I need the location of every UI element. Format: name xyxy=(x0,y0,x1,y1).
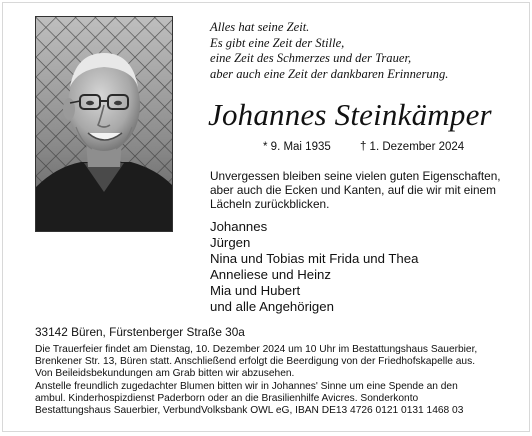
memorial-quote xyxy=(210,20,520,82)
remembrance-text xyxy=(210,169,528,212)
mourner: Johannes xyxy=(210,219,268,234)
remembrance-line: Lächeln zurückblicken. xyxy=(210,197,330,212)
life-dates xyxy=(263,141,464,153)
quote-line: Es gibt eine Zeit der Stille, xyxy=(210,35,345,50)
info-line: Brenkener Str. 13, Büren statt. Anschließend erfolgt die Beerdigung von der Friedhofskapelle aus. xyxy=(35,356,476,368)
mourner: Nina und Tobias mit Frida und Thea xyxy=(210,251,419,267)
mourner: Jürgen xyxy=(210,235,251,251)
remembrance-line: aber auch die Ecken und Kanten, auf die wir mit einem xyxy=(210,183,496,198)
funeral-info xyxy=(35,344,530,417)
deceased-name: Johannes Steinkämper xyxy=(208,97,492,132)
obituary-card xyxy=(2,2,530,432)
info-line: Bestattungshaus Sauerbier, VerbundVolksbank OWL eG, IBAN DE13 4726 0121 0131 1468 03 xyxy=(35,405,464,417)
portrait-image xyxy=(36,17,172,231)
info-line: ambul. Kinderhospizdienst Paderborn oder an die Brasilienhilfe Avicres. Sonderkonto xyxy=(35,392,419,404)
portrait-photo xyxy=(35,16,173,232)
mourner: Mia und Hubert xyxy=(210,283,301,299)
remembrance-line: Unvergessen bleiben seine vielen guten Eigenschaften, xyxy=(210,169,501,183)
quote-line: Alles hat seine Zeit. xyxy=(210,20,310,34)
info-line: Anstelle freundlich zugedachter Blumen bitten wir in Johannes' Sinne um eine Spende an den xyxy=(35,380,458,392)
birth-date: * 9. Mai 1935 xyxy=(263,141,331,153)
info-line: Von Beileidsbekundungen am Grab bitten wir abzusehen. xyxy=(35,368,295,380)
mourners-list xyxy=(210,219,418,316)
mourning-address: 33142 Büren, Fürstenberger Straße 30a xyxy=(35,325,245,339)
info-line: Die Trauerfeier findet am Dienstag, 10. Dezember 2024 um 10 Uhr im Bestattungshaus Sauerbier, xyxy=(35,344,478,355)
death-date: † 1. Dezember 2024 xyxy=(359,141,465,153)
mourner: und alle Angehörigen xyxy=(210,299,334,315)
quote-line: aber auch eine Zeit der dankbaren Erinnerung. xyxy=(210,66,449,81)
mourner: Anneliese und Heinz xyxy=(210,267,331,283)
quote-line: eine Zeit des Schmerzes und der Trauer, xyxy=(210,51,412,65)
